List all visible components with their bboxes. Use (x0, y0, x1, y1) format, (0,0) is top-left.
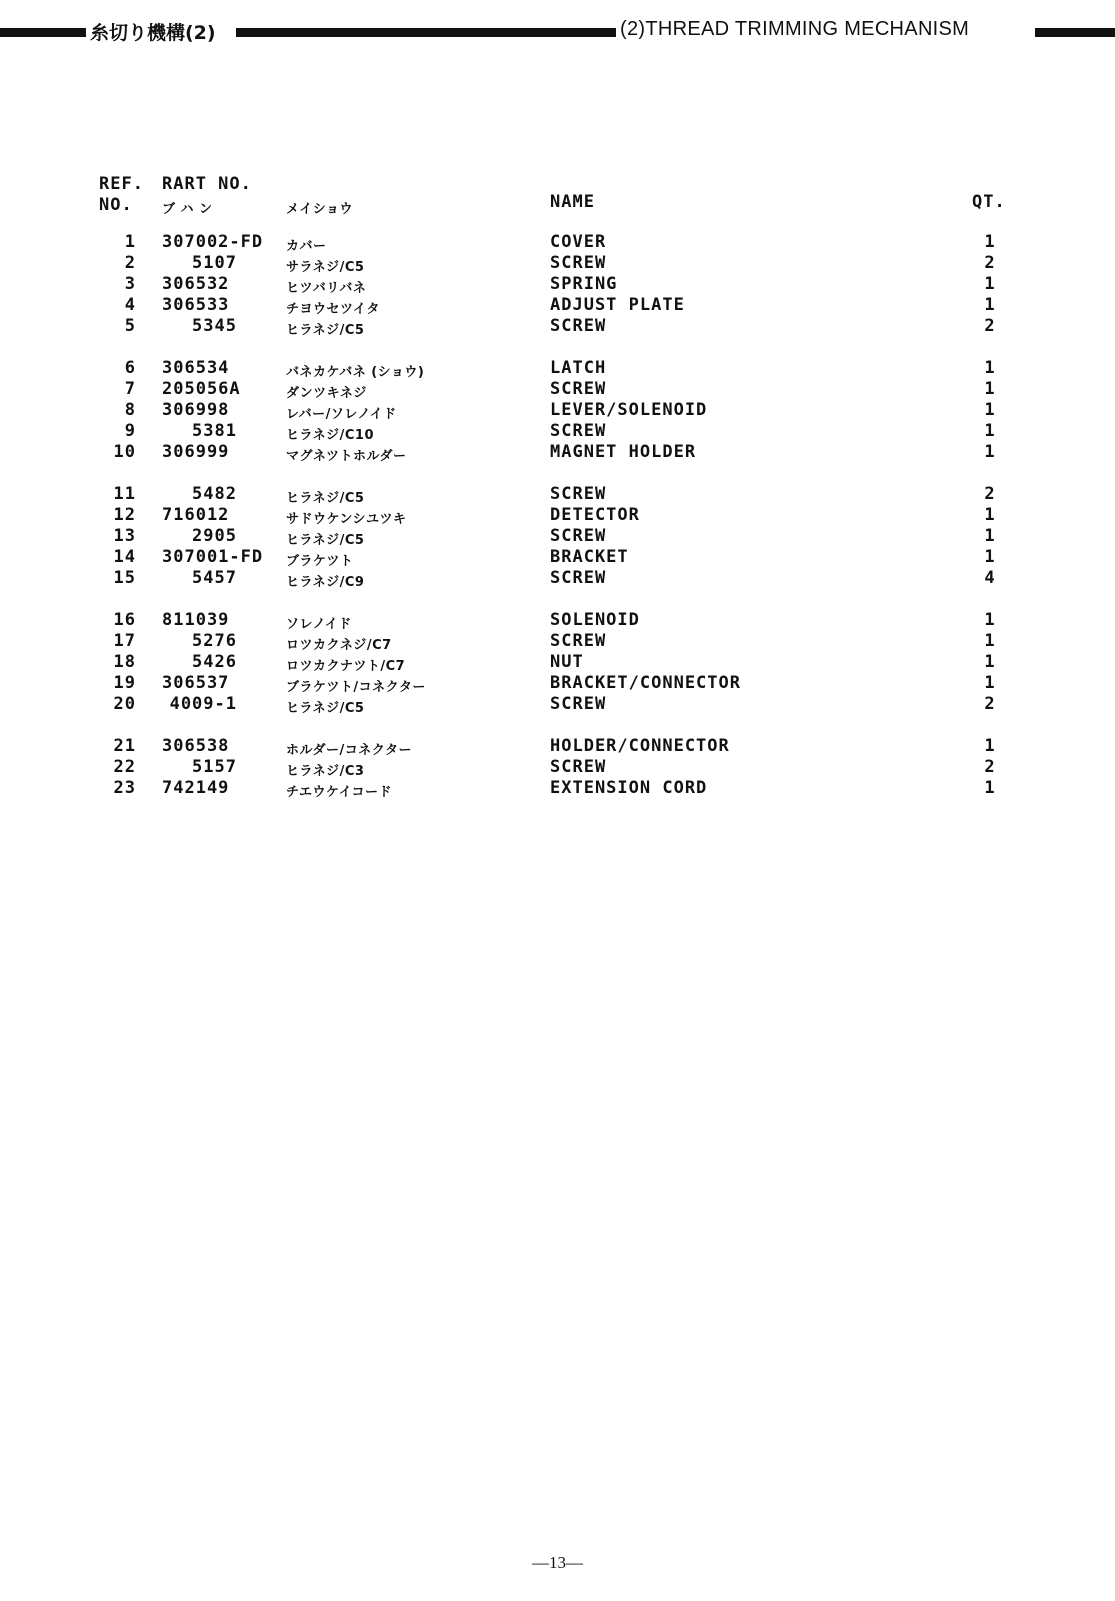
table-row (0, 400, 1115, 421)
ref-number: 5 (124, 316, 136, 336)
quantity: 1 (984, 442, 996, 462)
kana-name: ヒラネジ/C5 (286, 323, 365, 338)
ref-number: 9 (124, 421, 136, 441)
table-row (0, 694, 1115, 715)
table-row (0, 379, 1115, 400)
kana-name: カバー (286, 239, 327, 254)
part-name: COVER (550, 232, 607, 252)
part-number: 307002-FD (162, 232, 264, 252)
name-heading: NAME (550, 192, 595, 212)
quantity-heading: QT. (972, 192, 1006, 212)
table-row (0, 757, 1115, 778)
part-name: ADJUST PLATE (550, 295, 685, 315)
part-name: SCREW (550, 694, 607, 714)
part-number-kana-heading: ブ ハ ン (162, 202, 213, 217)
header-title-japanese: 糸切り機構(2) (90, 22, 216, 44)
part-number: 716012 (162, 505, 230, 525)
table-row (0, 253, 1115, 274)
kana-name: ブラケツト (286, 554, 354, 569)
header-title-english: (2)THREAD TRIMMING MECHANISM (620, 18, 970, 40)
ref-heading-line2: NO. (99, 195, 133, 215)
part-number: 811039 (162, 610, 230, 630)
part-name: SCREW (550, 568, 607, 588)
ref-number: 15 (113, 568, 136, 588)
page-number: —13— (532, 1553, 583, 1572)
ref-number: 14 (113, 547, 136, 567)
part-name: SCREW (550, 421, 607, 441)
part-number: 306998 (162, 400, 230, 420)
kana-name: ヒラネジ/C10 (286, 428, 374, 443)
quantity: 1 (984, 778, 996, 798)
kana-name: ロツカクネジ/C7 (286, 638, 392, 653)
part-name: DETECTOR (550, 505, 640, 525)
group-spacer (0, 589, 1115, 610)
ref-number: 4 (124, 295, 136, 315)
table-row (0, 568, 1115, 589)
ref-number: 10 (113, 442, 136, 462)
name-kana-heading: メイショウ (286, 202, 353, 217)
kana-name: ヒラネジ/C9 (286, 575, 365, 590)
quantity: 1 (984, 295, 996, 315)
quantity: 1 (984, 673, 996, 693)
table-row (0, 295, 1115, 316)
part-number: 306532 (162, 274, 230, 294)
quantity: 1 (984, 379, 996, 399)
kana-name: ヒツバリバネ (286, 281, 367, 296)
part-name: SOLENOID (550, 610, 640, 630)
part-number: 5426 (192, 652, 237, 672)
group-spacer (0, 337, 1115, 358)
table-row (0, 736, 1115, 757)
kana-name: ヒラネジ/C5 (286, 491, 365, 506)
ref-number: 17 (113, 631, 136, 651)
quantity: 1 (984, 610, 996, 630)
kana-name: ホルダー/コネクター (286, 743, 412, 758)
kana-name: ソレノイド (286, 617, 352, 632)
part-name: HOLDER/CONNECTOR (550, 736, 730, 756)
ref-number: 8 (124, 400, 136, 420)
ref-number: 20 (113, 694, 136, 714)
kana-name: バネカケバネ (ショウ) (286, 365, 425, 380)
quantity: 1 (984, 421, 996, 441)
kana-name: レバー/ソレノイド (286, 407, 397, 422)
header-rule-middle (236, 28, 616, 37)
part-name: BRACKET (550, 547, 629, 567)
kana-name: ヒラネジ/C3 (286, 764, 365, 779)
ref-heading-line1: REF. (99, 174, 144, 194)
quantity: 2 (984, 316, 996, 336)
quantity: 1 (984, 736, 996, 756)
part-number: 306999 (162, 442, 230, 462)
part-name: SCREW (550, 757, 607, 777)
part-name: NUT (550, 652, 584, 672)
table-row (0, 526, 1115, 547)
part-number: 742149 (162, 778, 230, 798)
quantity: 1 (984, 631, 996, 651)
table-row (0, 505, 1115, 526)
quantity: 1 (984, 505, 996, 525)
part-number-heading: RART NO. (162, 174, 252, 194)
kana-name: ヒラネジ/C5 (286, 701, 365, 716)
kana-name: ロツカクナツト/C7 (286, 659, 406, 674)
kana-name: ブラケツト/コネクター (286, 680, 426, 695)
table-row (0, 484, 1115, 505)
table-row (0, 442, 1115, 463)
kana-name: チエウケイコード (286, 785, 393, 800)
part-name: EXTENSION CORD (550, 778, 708, 798)
quantity: 2 (984, 484, 996, 504)
quantity: 1 (984, 526, 996, 546)
part-number: 306534 (162, 358, 230, 378)
header-rule-right (1035, 28, 1115, 37)
quantity: 2 (984, 253, 996, 273)
ref-number: 1 (124, 232, 136, 252)
ref-number: 7 (124, 379, 136, 399)
kana-name: マグネツトホルダー (286, 449, 407, 464)
kana-name: サドウケンシユツキ (286, 512, 407, 527)
quantity: 4 (984, 568, 996, 588)
ref-number: 12 (113, 505, 136, 525)
quantity: 2 (984, 694, 996, 714)
ref-number: 3 (124, 274, 136, 294)
part-number: 5276 (192, 631, 237, 651)
part-name: LEVER/SOLENOID (550, 400, 708, 420)
quantity: 1 (984, 547, 996, 567)
part-name: BRACKET/CONNECTOR (550, 673, 741, 693)
part-number: 306538 (162, 736, 230, 756)
part-name: LATCH (550, 358, 607, 378)
table-row (0, 652, 1115, 673)
quantity: 1 (984, 400, 996, 420)
group-spacer (0, 463, 1115, 484)
part-name: SCREW (550, 484, 607, 504)
kana-name: ヒラネジ/C5 (286, 533, 365, 548)
part-name: MAGNET HOLDER (550, 442, 697, 462)
table-row (0, 631, 1115, 652)
ref-number: 13 (113, 526, 136, 546)
ref-number: 18 (113, 652, 136, 672)
quantity: 1 (984, 274, 996, 294)
part-name: SPRING (550, 274, 618, 294)
part-number: 5345 (192, 316, 237, 336)
table-row (0, 316, 1115, 337)
part-number: 5381 (192, 421, 237, 441)
part-number: 2905 (192, 526, 237, 546)
kana-name: サラネジ/C5 (286, 260, 365, 275)
ref-number: 19 (113, 673, 136, 693)
kana-name: チヨウセツイタ (286, 302, 380, 317)
part-number: 4009-1 (169, 694, 237, 714)
part-number: 5107 (192, 253, 237, 273)
part-number: 306537 (162, 673, 230, 693)
ref-number: 11 (113, 484, 136, 504)
ref-number: 23 (113, 778, 136, 798)
group-spacer (0, 715, 1115, 736)
table-row (0, 421, 1115, 442)
quantity: 1 (984, 232, 996, 252)
table-row (0, 778, 1115, 799)
parts-table (0, 232, 1115, 799)
part-name: SCREW (550, 379, 607, 399)
table-row (0, 358, 1115, 379)
table-row (0, 610, 1115, 631)
part-number: 306533 (162, 295, 230, 315)
quantity: 1 (984, 652, 996, 672)
header-rule-left (0, 28, 86, 37)
ref-number: 21 (113, 736, 136, 756)
part-number: 5157 (192, 757, 237, 777)
part-number: 5482 (192, 484, 237, 504)
table-row (0, 547, 1115, 568)
ref-number: 6 (124, 358, 136, 378)
table-row (0, 673, 1115, 694)
ref-number: 16 (113, 610, 136, 630)
part-name: SCREW (550, 631, 607, 651)
quantity: 2 (984, 757, 996, 777)
page-header (0, 14, 1115, 48)
part-number: 307001-FD (162, 547, 264, 567)
part-name: SCREW (550, 316, 607, 336)
part-name: SCREW (550, 526, 607, 546)
part-number: 5457 (192, 568, 237, 588)
kana-name: ダンツキネジ (286, 386, 367, 401)
part-name: SCREW (550, 253, 607, 273)
quantity: 1 (984, 358, 996, 378)
table-row (0, 232, 1115, 253)
table-row (0, 274, 1115, 295)
part-number: 205056A (162, 379, 241, 399)
ref-number: 2 (124, 253, 136, 273)
ref-number: 22 (113, 757, 136, 777)
